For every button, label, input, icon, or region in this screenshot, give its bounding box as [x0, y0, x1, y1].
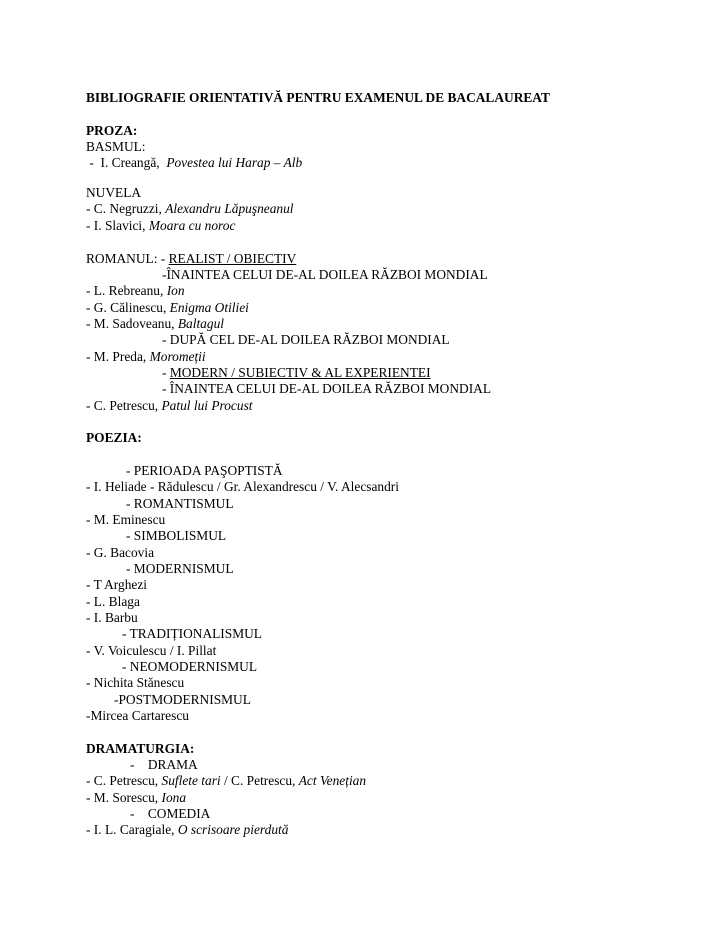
entry-work: Moara cu noroc: [148, 218, 236, 233]
poet-entry: - T Arghezi: [86, 577, 147, 592]
section-heading-dramaturgia: DRAMATURGIA:: [86, 741, 195, 756]
subsection-basmul: BASMUL:: [86, 139, 146, 154]
entry-author: - I. Slavici,: [86, 218, 149, 233]
entry-author: - M. Sadoveanu,: [86, 316, 178, 331]
bibliography-entry: [86, 201, 294, 217]
entry-author: - M. Preda,: [86, 349, 150, 364]
section-heading-poezia: POEZIA:: [86, 430, 142, 445]
poet-entry: - V. Voiculescu / I. Pillat: [86, 643, 217, 658]
entry-author: - C. Petrescu,: [86, 398, 162, 413]
entry-author: - L. Rebreanu,: [86, 283, 167, 298]
bibliography-entry: [86, 790, 186, 806]
current-heading: - ROMANTISMUL: [126, 496, 234, 511]
bibliography-entry: [86, 398, 253, 414]
entry-work: Patul lui Procust: [161, 398, 253, 413]
entry-author: - I. L. Caragiale,: [86, 822, 178, 837]
entry-author: - C. Petrescu,: [86, 773, 162, 788]
current-heading: - PERIOADA PAŞOPTISTĂ: [126, 463, 283, 478]
poet-entry: - Nichita Stănescu: [86, 675, 185, 690]
bibliography-entry: [86, 349, 206, 365]
entry-work: Povestea lui Harap – Alb: [166, 155, 303, 170]
genre-heading: - DRAMA: [130, 757, 198, 772]
subsection-nuvela: NUVELA: [86, 185, 142, 200]
entry-work: Ion: [166, 283, 185, 298]
romanul-realist: REALIST / OBIECTIV: [168, 251, 297, 266]
genre-heading: - COMEDIA: [130, 806, 211, 821]
current-heading: - MODERNISMUL: [126, 561, 234, 576]
bibliography-entry: [86, 316, 224, 332]
period-heading: - DUPĂ CEL DE-AL DOILEA RĂZBOI MONDIAL: [162, 332, 450, 347]
entry-work: Baltagul: [177, 316, 224, 331]
entry-work: Act Venețian: [298, 773, 367, 788]
modern-prefix: -: [162, 365, 170, 380]
current-heading: - NEOMODERNISMUL: [122, 659, 258, 674]
bibliography-entry: [86, 155, 302, 171]
poet-entry: - L. Blaga: [86, 594, 140, 609]
entry-work: Moromeții: [149, 349, 206, 364]
current-heading: -POSTMODERNISMUL: [114, 692, 251, 707]
document-title: BIBLIOGRAFIE ORIENTATIVĂ PENTRU EXAMENUL DE BACALAUREAT: [86, 90, 550, 105]
bibliography-entry: [86, 283, 185, 299]
poet-entry: - G. Bacovia: [86, 545, 155, 560]
entry-work: Enigma Otiliei: [169, 300, 249, 315]
poet-entry: - I. Barbu: [86, 610, 138, 625]
poet-entry: -Mircea Cartarescu: [86, 708, 189, 723]
modern-label: MODERN / SUBIECTIV & AL EXPERIENTEI: [169, 365, 431, 380]
subsection-romanul: [86, 251, 296, 267]
romanul-modern: [162, 365, 431, 381]
bibliography-entry: [86, 773, 366, 789]
poet-entry: - I. Heliade - Rădulescu / Gr. Alexandrescu / V. Alecsandri: [86, 479, 399, 494]
entry-author: - I. Creangă,: [86, 155, 167, 170]
bibliography-entry: [86, 218, 235, 234]
bibliography-entry: [86, 822, 288, 838]
romanul-label: ROMANUL: -: [86, 251, 169, 266]
current-heading: - TRADIȚIONALISMUL: [122, 626, 262, 641]
entry-author: - M. Sorescu,: [86, 790, 162, 805]
period-heading: -ÎNAINTEA CELUI DE-AL DOILEA RĂZBOI MONDIAL: [162, 267, 488, 282]
entry-author: - C. Negruzzi,: [86, 201, 166, 216]
entry-work: Alexandru Lăpuşneanul: [165, 201, 294, 216]
entry-author: - G. Călinescu,: [86, 300, 170, 315]
entry-work: Suflete tari: [161, 773, 221, 788]
entry-work: O scrisoare pierdută: [177, 822, 289, 837]
entry-separator: / C. Petrescu,: [220, 773, 299, 788]
entry-work: Iona: [161, 790, 187, 805]
bibliography-entry: [86, 300, 249, 316]
poet-entry: - M. Eminescu: [86, 512, 166, 527]
period-heading: - ÎNAINTEA CELUI DE-AL DOILEA RĂZBOI MONDIAL: [162, 381, 492, 396]
current-heading: - SIMBOLISMUL: [126, 528, 227, 543]
section-heading-proza: PROZA:: [86, 123, 138, 138]
